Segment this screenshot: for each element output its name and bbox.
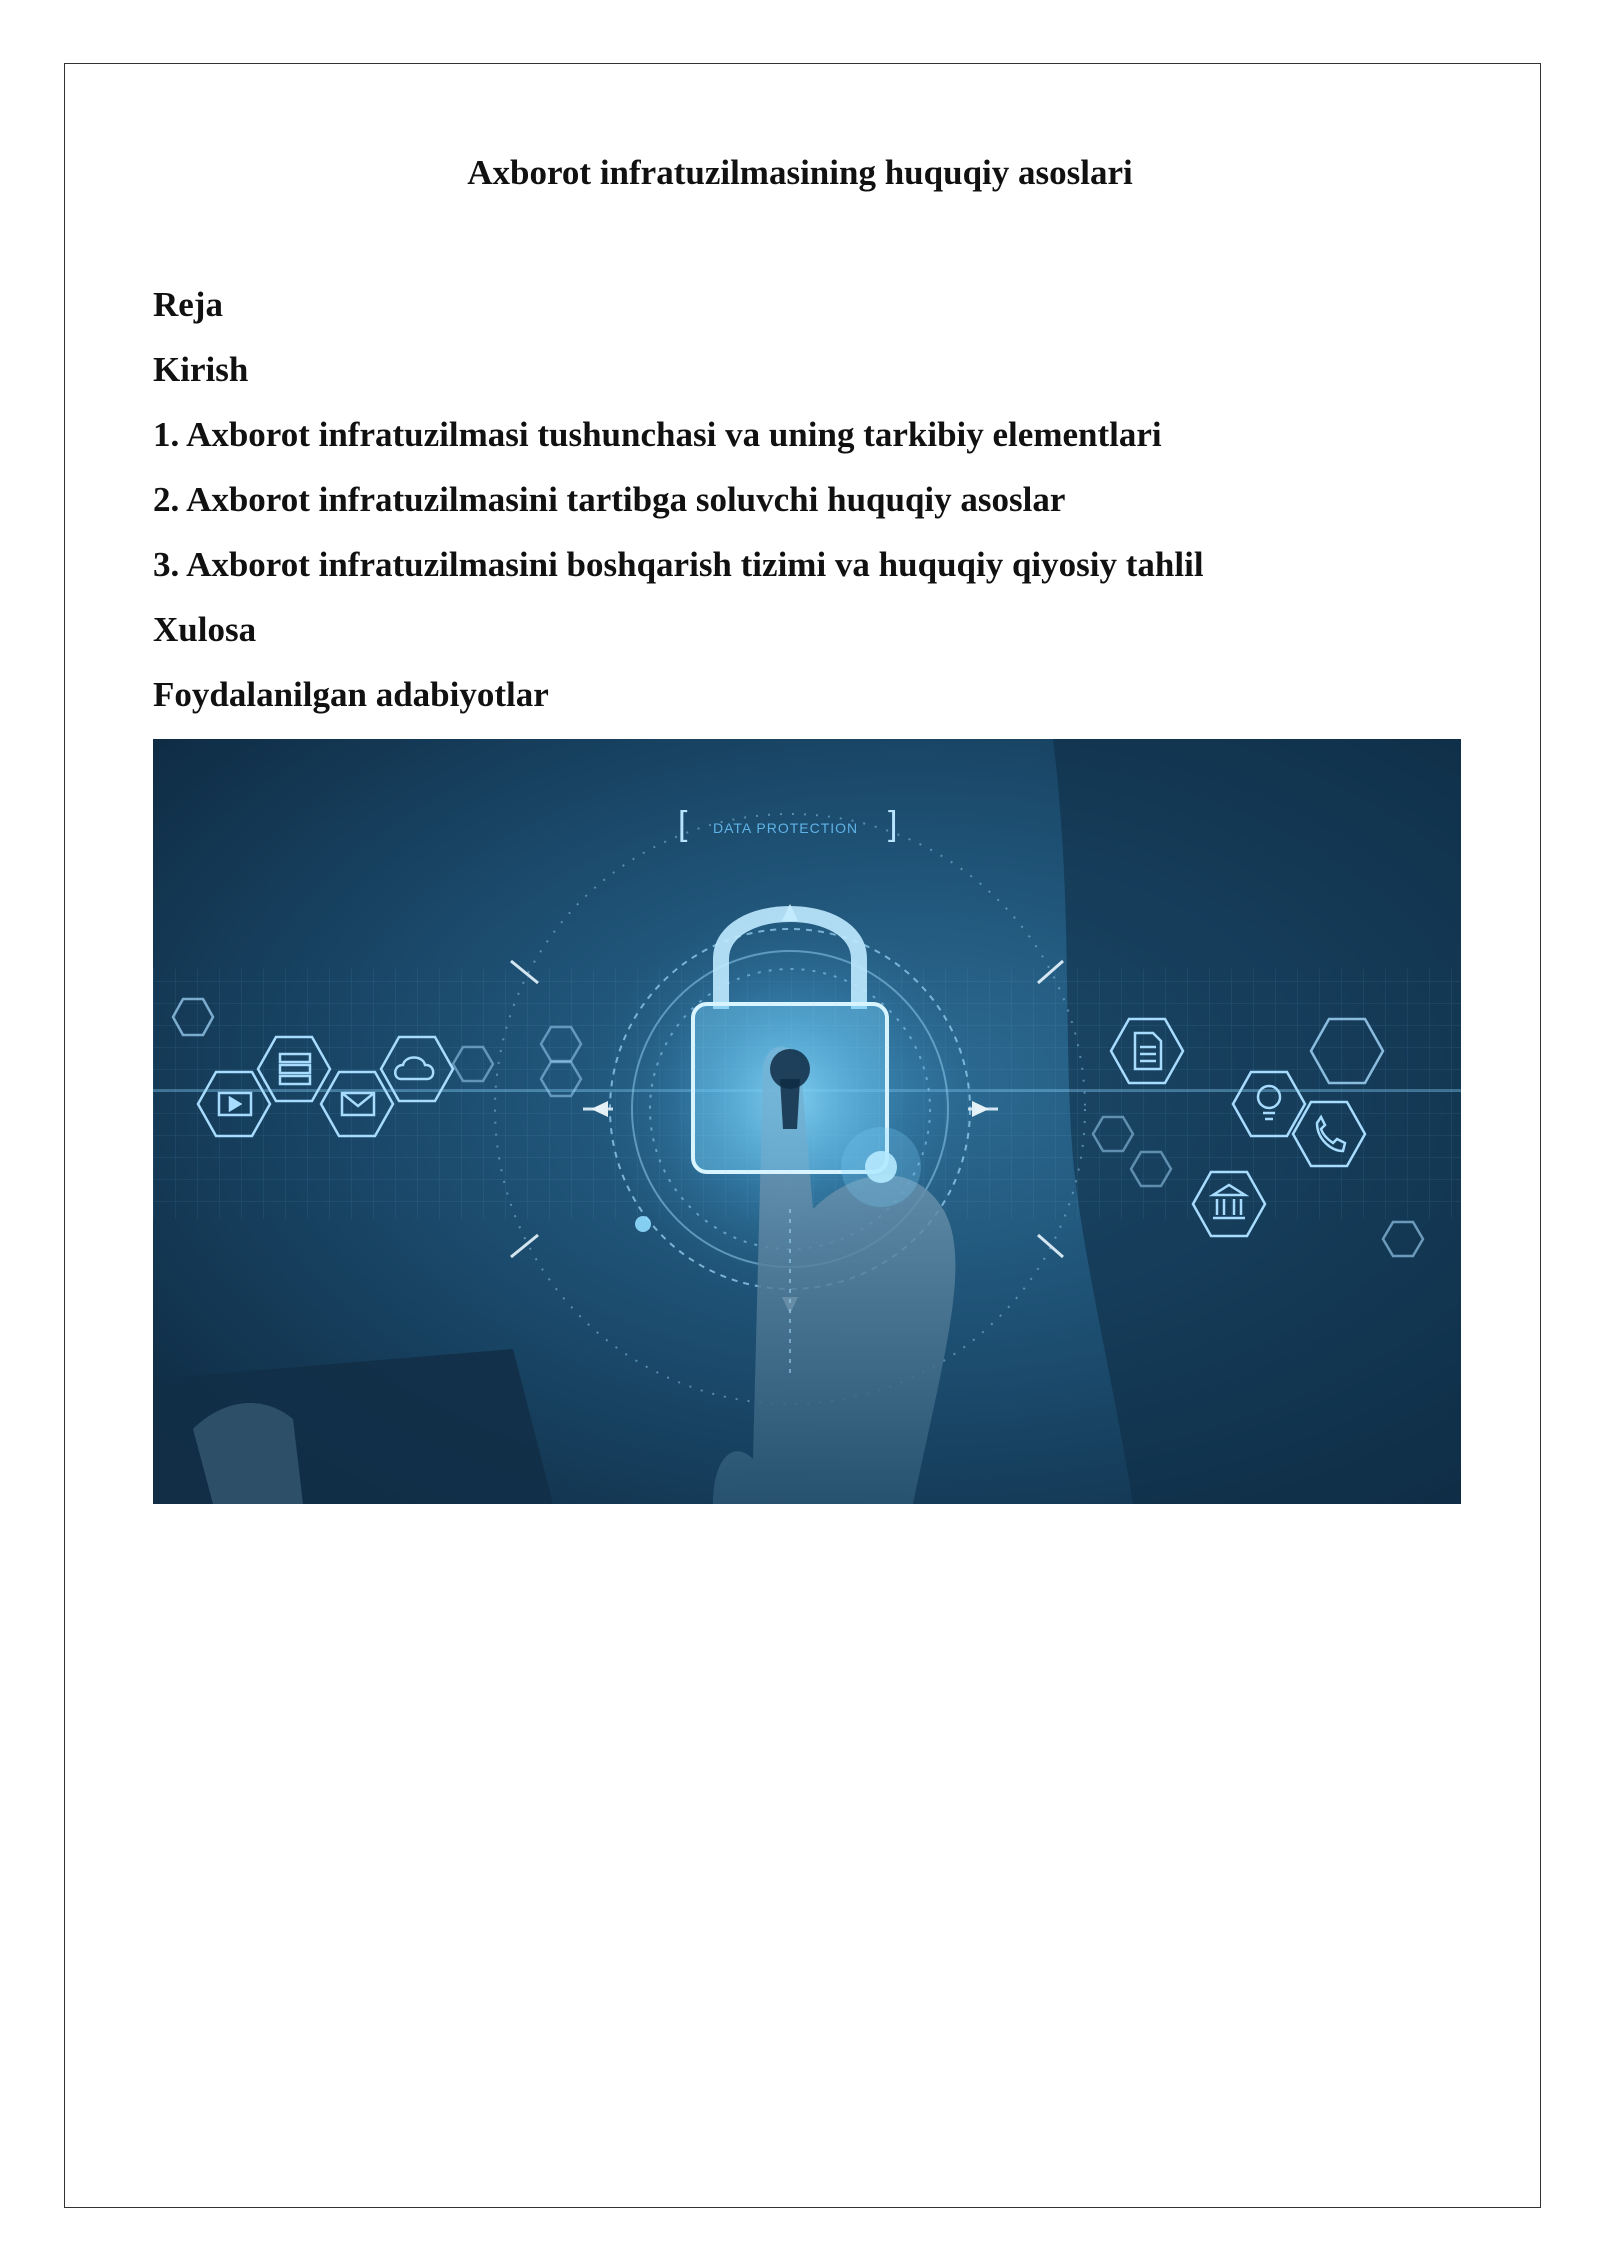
plan-heading: Reja [153, 285, 223, 324]
illustration-canvas [153, 739, 1461, 1504]
plan-item-chapter-3: 3. Axborot infratuzilmasini boshqarish tizimi va huquqiy qiyosiy tahlil [153, 545, 1204, 584]
svg-text:]: ] [888, 805, 898, 843]
plan-item-chapter-1: 1. Axborot infratuzilmasi tushunchasi va uning tarkibiy elementlari [153, 415, 1162, 454]
document-title: Axborot infratuzilmasining huquqiy asoslari [467, 153, 1133, 192]
plan-item-introduction: Kirish [153, 350, 249, 389]
svg-text:[: [ [678, 805, 688, 843]
data-protection-illustration [153, 739, 1461, 1504]
left-hand [193, 1403, 303, 1504]
plan-item-conclusion: Xulosa [153, 610, 257, 649]
plan-item-chapter-2: 2. Axborot infratuzilmasini tartibga soluvchi huquqiy asoslar [153, 480, 1066, 519]
plan-item-references: Foydalanilgan adabiyotlar [153, 675, 549, 714]
caption-text: DATA PROTECTION [713, 820, 859, 836]
plan-list [153, 283, 1453, 738]
